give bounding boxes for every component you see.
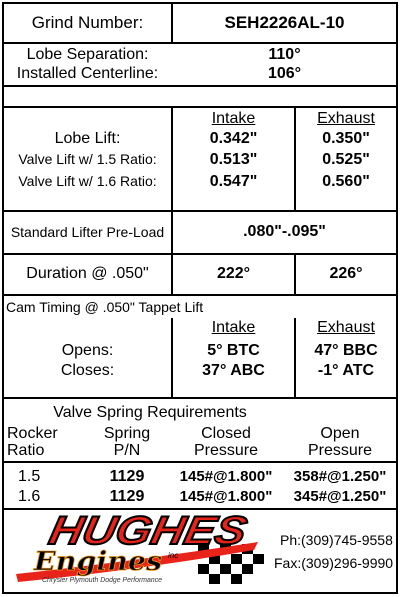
lift-row-intake: 0.547": [209, 173, 258, 190]
duration-intake: 222°: [216, 265, 251, 282]
spring-header-closed: Pressure: [193, 442, 259, 459]
border-top: [2, 2, 398, 4]
logo-main-text: HUGHES: [45, 512, 227, 553]
spring-row-open: 358#@1.250": [293, 468, 387, 485]
lift-row-label: Valve Lift w/ 1.6 Ratio:: [18, 173, 157, 189]
timing-row-label: Opens:: [61, 342, 114, 359]
spring-header-rocker: Ratio: [7, 442, 45, 459]
lift-row-label: Lobe Lift:: [54, 130, 121, 147]
rule-duration: [2, 294, 398, 296]
spring-header-closed: Closed: [201, 425, 251, 442]
spring-row-open: 345#@1.250": [293, 488, 387, 505]
rule-preload: [2, 253, 398, 255]
hughes-engines-logo: [8, 512, 270, 592]
rule-centerline: [2, 85, 398, 87]
duration-label: Duration @ .050": [26, 265, 149, 282]
lift-row-exhaust: 0.525": [322, 151, 370, 168]
timing-intake-header: Intake: [211, 319, 256, 336]
timing-row-label: Closes:: [60, 362, 115, 379]
logo-graphic: [8, 512, 270, 592]
timing-exhaust-header: Exhaust: [317, 319, 375, 336]
lift-row-intake: 0.342": [209, 130, 258, 147]
contact-phone: Ph:(309)745-9558: [280, 532, 393, 548]
rule-lift: [2, 210, 398, 212]
spring-header-open: Pressure: [307, 442, 373, 459]
timing-row-intake: 37° ABC: [202, 362, 265, 379]
border-left: [2, 2, 4, 594]
lift-row-exhaust: 0.560": [322, 173, 370, 190]
rule-spring-rows: [2, 508, 398, 510]
lift-row-intake: 0.513": [209, 151, 258, 168]
lift-row-label: Valve Lift w/ 1.5 Ratio:: [18, 151, 157, 167]
spring-header-spring: P/N: [113, 442, 141, 459]
spring-row-ratio: 1.5: [18, 468, 41, 485]
grind-label: Grind Number:: [31, 13, 144, 32]
logo-tagline: Chrysler Plymouth Dodge Performance: [42, 577, 163, 584]
spring-header-open: Open: [320, 425, 360, 442]
logo-inc-text: inc: [168, 551, 179, 560]
springs-title: Valve Spring Requirements: [53, 404, 247, 421]
spring-row-pn: 1129: [109, 468, 145, 485]
spring-row-closed: 145#@1.800": [179, 468, 273, 485]
border-right: [396, 2, 398, 594]
rule-spacer: [2, 106, 398, 108]
lift-exhaust-header: Exhaust: [317, 110, 375, 127]
lobe-separation-value: 110°: [268, 46, 301, 63]
spring-row-pn: 1129: [109, 488, 145, 505]
timing-row-intake: 5° BTC: [207, 342, 260, 359]
lift-intake-header: Intake: [211, 110, 256, 127]
preload-label: Standard Lifter Pre-Load: [10, 224, 165, 240]
rule-timing: [2, 397, 398, 399]
timing-title: Cam Timing @ .050" Tappet Lift: [6, 299, 204, 315]
rule-grind: [2, 42, 398, 44]
duration-exhaust: 226°: [329, 265, 363, 282]
contact-fax: Fax:(309)296-9990: [274, 555, 394, 571]
spring-header-rocker: Rocker: [7, 425, 58, 442]
spring-row-closed: 145#@1.800": [179, 488, 273, 505]
lift-row-exhaust: 0.350": [322, 130, 370, 147]
border-bottom: [2, 592, 398, 594]
logo-script-text: Engines: [32, 547, 163, 577]
centerline-label: Installed Centerline:: [16, 65, 159, 82]
preload-value: .080"-.095": [243, 223, 326, 240]
lobe-separation-label: Lobe Separation:: [26, 46, 149, 63]
spring-header-spring: Spring: [103, 425, 151, 442]
grind-value: SEH2226AL-10: [224, 13, 345, 32]
timing-row-exhaust: 47° BBC: [314, 342, 378, 359]
centerline-value: 106°: [267, 65, 302, 82]
timing-row-exhaust: -1° ATC: [317, 362, 375, 379]
spring-row-ratio: 1.6: [18, 488, 41, 505]
rule-spring-header: [2, 461, 398, 463]
